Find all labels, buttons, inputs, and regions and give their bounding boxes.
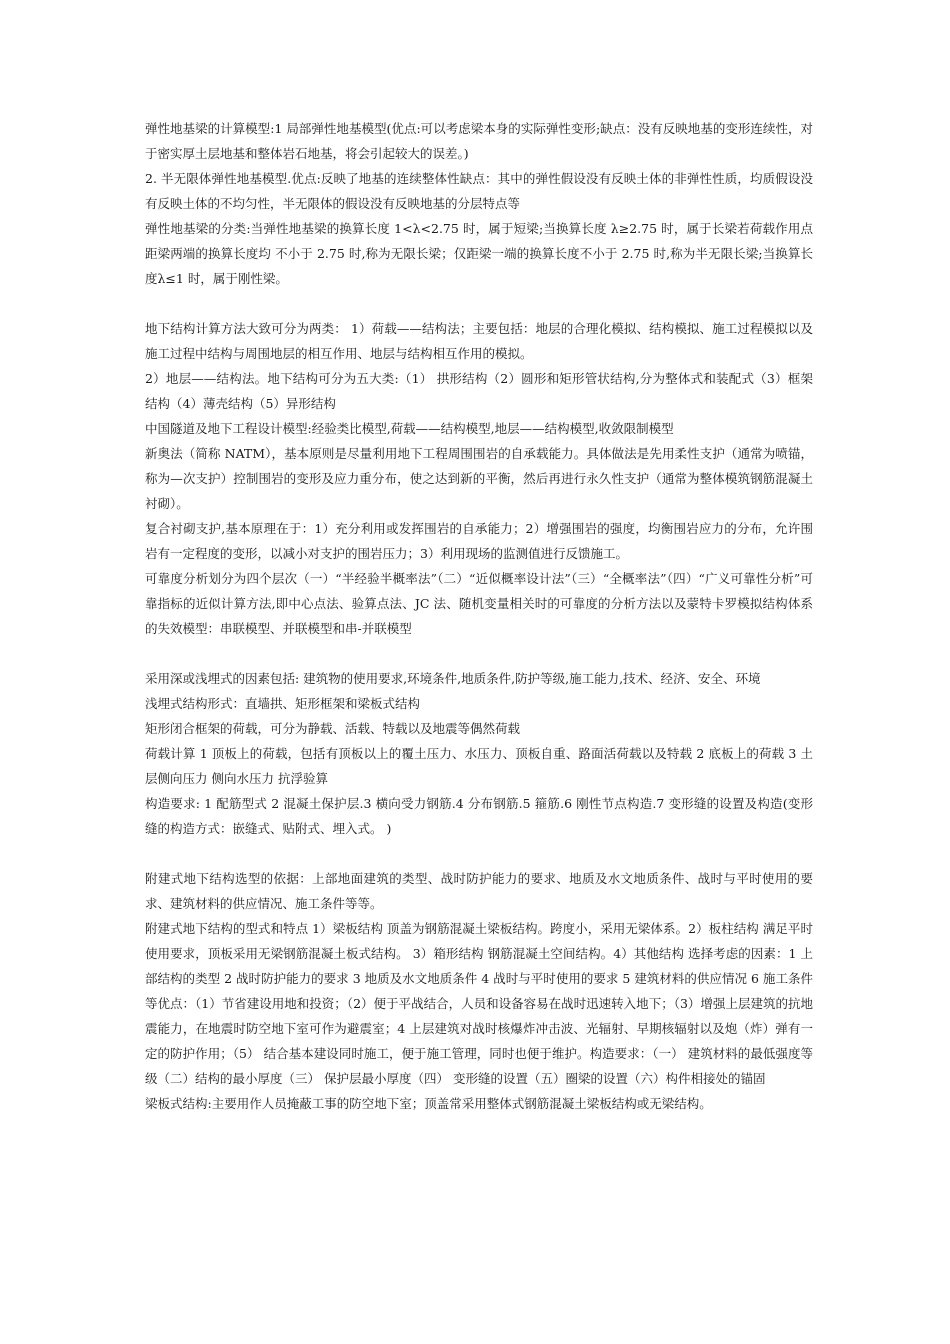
paragraph-deep-shallow-factors: 采用深或浅埋式的因素包括: 建筑物的使用要求,环境条件,地质条件,防护等级,施工能力,技术、经济、安全、环境 <box>145 671 761 686</box>
paragraph-composite-lining: 复合衬砌支护,基本原理在于：1）充分利用或发挥围岩的自承能力；2）增强围岩的强度，均衡围岩应力的分布，允许围岩有一定程度的变形，以减小对支护的围岩压力；3）利用现场的监测值进行反馈施工。 <box>145 521 813 561</box>
paragraph-frame-loads: 矩形闭合框架的荷载，可分为静载、活载、特载以及地震等偶然荷载 <box>145 721 521 736</box>
paragraph-calculation-methods: 地下结构计算方法大致可分为两类： 1）荷载——结构法；主要包括：地层的合理化模拟、结构模拟、施工过程模拟以及施工过程中结构与周围地层的相互作用、地层与结构相互作用的模拟。 <box>145 321 813 361</box>
paragraph-natm: 新奥法（简称 NATM），基本原则是尽量利用地下工程周围围岩的自承载能力。具体做法是先用柔性支护（通常为喷锚，称为—次支护）控制围岩的变形及应力重分布，使之达到新的平衡，然后再进行永久性支护（通常为整体模筑钢筋混凝土衬砌）。 <box>145 446 813 511</box>
paragraph-beam-slab-structure: 梁板式结构:主要用作人员掩蔽工事的防空地下室；顶盖常采用整体式钢筋混凝土梁板结构或无梁结构。 <box>145 1096 712 1111</box>
paragraph-reliability-analysis: 可靠度分析划分为四个层次（一）“半经验半概率法”（二）“近似概率设计法”（三）“全概率法”（四）“广义可靠性分析”可靠指标的近似计算方法,即中心点法、验算点法、JC 法、随机变量相关时的可靠度的分析方法以及蒙特卡罗模拟结构体系的失效模型：串联模型、并联模型和串-并联模型 <box>145 571 813 636</box>
paragraph-elastic-beam-classification: 弹性地基梁的分类:当弹性地基梁的换算长度 1<λ<2.75 时，属于短梁;当换算长度 λ≥2.75 时，属于长梁若荷载作用点距梁两端的换算长度均 不小于 2.75 时,称为无限长梁；仅距梁一端的换算长度不小于 2.75 时,称为半无限长梁;当换算长度λ≤1 时，属于刚性梁。 <box>145 221 813 286</box>
paragraph-china-tunnel-models: 中国隧道及地下工程设计模型:经验类比模型,荷载——结构模型,地层——结构模型,收敛限制模型 <box>145 421 674 436</box>
paragraph-semi-infinite-model: 2. 半无限体弹性地基模型.优点:反映了地基的连续整体性缺点：其中的弹性假设没有反映土体的非弹性性质，均质假设没有反映土体的不均匀性，半无限体的假设没有反映地基的分层特点等 <box>145 171 813 211</box>
paragraph-elastic-beam-model: 弹性地基梁的计算模型:1 局部弹性地基模型(优点:可以考虑梁本身的实际弹性变形;缺点：没有反映地基的变形连续性，对于密实厚土层地基和整体岩石地基，将会引起较大的误差。) <box>145 121 813 161</box>
paragraph-construction-requirements: 构造要求: 1 配筋型式 2 混凝土保护层.3 横向受力钢筋.4 分布钢筋.5 箍筋.6 刚性节点构造.7 变形缝的设置及构造(变形缝的构造方式：嵌缝式、贴附式、埋入式。 ) <box>145 796 813 836</box>
paragraph-attached-types: 附建式地下结构的型式和特点 1）梁板结构 顶盖为钢筋混凝土梁板结构。跨度小，采用无梁体系。2）板柱结构 满足平时使用要求，顶板采用无梁钢筋混凝土板式结构。 3）箱形结构 钢筋混凝土空间结构。4）其他结构 选择考虑的因素：1 上部结构的类型 2 战时防护能力的要求 3 地质及水文地质条件 4 战时与平时使用的要求 5 建筑材料的供应情况 6 施工条件等优点：（1）节省建设用地和投资；（2）便于平战结合，人员和设备容易在战时迅速转入地下；（3）增强上层建筑的抗地震能力，在地震时防空地下室可作为避震室；4 上层建筑对战时核爆炸冲击波、光辐射、早期核辐射以及炮（炸）弹有一定的防护作用；（5） 结合基本建设同时施工，便于施工管理，同时也便于维护。构造要求：（一） 建筑材料的最低强度等级（二）结构的最小厚度（三） 保护层最小厚度（四） 变形缝的设置（五）圈梁的设置（六）构件相接处的锚固 <box>145 921 813 1086</box>
paragraph-attached-selection-basis: 附建式地下结构选型的依据：上部地面建筑的类型、战时防护能力的要求、地质及水文地质条件、战时与平时使用的要求、建筑材料的供应情况、施工条件等等。 <box>145 871 813 911</box>
document-body <box>145 116 813 1116</box>
paragraph-load-calculation: 荷载计算 1 顶板上的荷载，包括有顶板以上的覆土压力、水压力、顶板自重、路面活荷载以及特载 2 底板上的荷载 3 土层侧向压力 侧向水压力 抗浮验算 <box>145 746 813 786</box>
paragraph-gap <box>145 291 813 316</box>
paragraph-shallow-structure-forms: 浅埋式结构形式：直墙拱、矩形框架和梁板式结构 <box>145 696 421 711</box>
paragraph-gap <box>145 641 813 666</box>
paragraph-stratum-structure-method: 2）地层——结构法。地下结构可分为五大类:（1） 拱形结构（2）圆形和矩形管状结构,分为整体式和装配式（3）框架结构（4）薄壳结构（5）异形结构 <box>145 371 813 411</box>
paragraph-gap <box>145 841 813 866</box>
